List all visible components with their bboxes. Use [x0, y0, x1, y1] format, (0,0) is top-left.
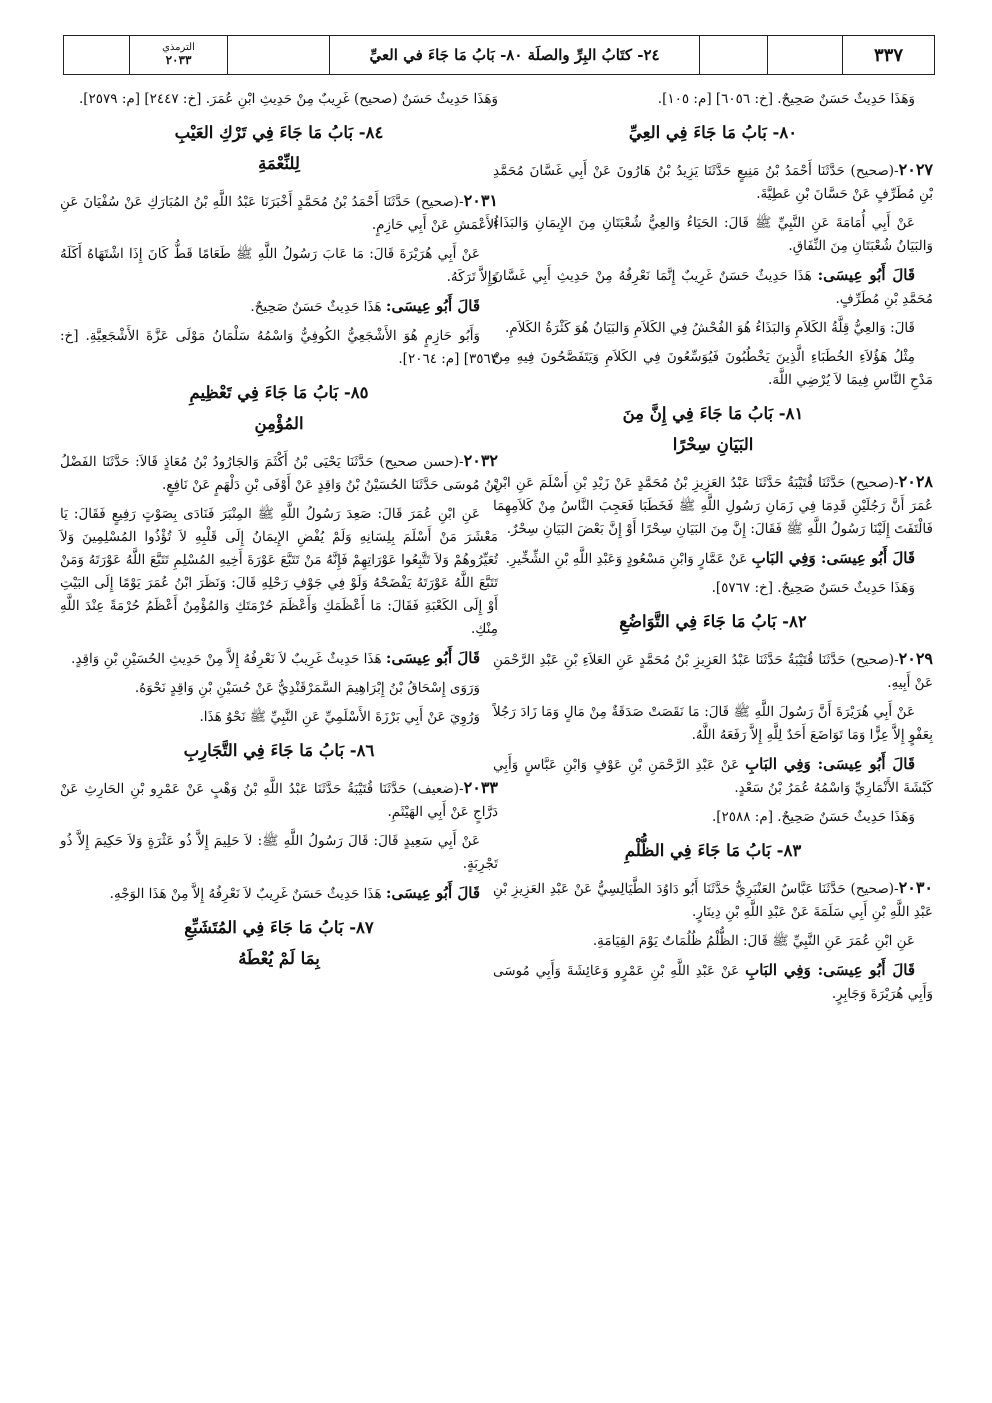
hadith-isnad: -(صحيح) حَدَّثَنَا قُتَيْبَةُ حَدَّثَنَا عَبْدُ العَزِيزِ بْنُ مُحَمَّدٍ عَنِ العَلاَءِ بْنِ عَبْدِ الرَّحْمَنِ عَنْ أَبِيهِ.	[493, 652, 933, 691]
hadith-number: ٢٠٢٩	[898, 649, 933, 668]
hadith-2029	[493, 647, 933, 695]
commentary-paragraph: مِثْلُ هَؤُلاَءِ الخُطَبَاءِ الَّذِينَ يَخْطُبُونَ فَيُوَسِّعُونَ فِي الكَلاَمِ وَيَتَفَصَّحُونَ فِيهِ مِنْ مَدْحِ النَّاسِ فِيمَا لاَ يُرْضِي اللَّهَ.	[493, 349, 933, 388]
hadith-matn: عَنْ أَبِي أُمَامَةَ عَنِ النَّبِيِّ ﷺ قَالَ: الحَيَاءُ وَالعِيُّ شُعْبَتَانِ مِنَ الإِيمَانِ وَالبَذَاءُ وَالبَيَانُ شُعْبَتَانِ مِنَ النِّفَاقِ.	[493, 215, 933, 254]
chapter-title-line-1: ٨٤- بَابُ مَا جَاءَ فِي تَرْكِ العَيْبِ	[174, 123, 384, 142]
author-comment	[493, 547, 933, 571]
chapter-title-line-2: البَيَانِ سِحْرًا	[672, 435, 754, 454]
hadith-number: ٢٠٢٧	[898, 160, 933, 179]
author-comment	[493, 959, 933, 1006]
header-book-label: الترمذي	[162, 42, 195, 54]
grading-line: وَهَذَا حَدِيثٌ حَسَنٌ (صحيح) غَرِيبٌ مِنْ حَدِيثِ ابْنِ عُمَرَ. [خ: ٢٤٤٧] [م: ٢٥٧٩].	[78, 91, 498, 107]
author-comment-text: عَنْ عَمَّارٍ وَابْنِ مَسْعُودٍ وَعَبْدِ اللَّهِ بْنِ الشِّخِّيرِ.	[505, 551, 752, 567]
author-comment	[60, 647, 498, 671]
chapter-title-line-2: لِلنِّعْمَةِ	[258, 154, 300, 173]
author-comment-lead: قَالَ أَبُو عِيسَى:	[385, 649, 480, 667]
hadith-matn: عَنْ أَبِي سَعِيدٍ قَالَ: قَالَ رَسُولُ اللَّهِ ﷺ: لاَ حَلِيمَ إِلاَّ ذُو عَثْرَةٍ وَلاَ حَكِيمَ إِلاَّ ذُو تَجْرِبَةٍ.	[60, 833, 498, 872]
hadith-2027	[493, 158, 933, 206]
chapter-title-line-2: المُؤْمِنِ	[254, 414, 304, 433]
chapter-title: ٨٢- بَابُ مَا جَاءَ فِي التَّوَاضُعِ	[619, 612, 807, 631]
chapter-title: ٨٦- بَابُ مَا جَاءَ فِي التَّجَارِبِ	[183, 741, 375, 760]
left-column	[60, 88, 498, 984]
hadith-number: ٢٠٢٨	[898, 472, 933, 491]
chapter-heading	[60, 735, 498, 766]
commentary-paragraph: وَرُوِيَ عَنْ أَبِي بَرْزَةَ الأَسْلَمِيِّ عَنِ النَّبِيِّ ﷺ نَحْوُ هَذَا.	[199, 709, 480, 725]
chapter-heading	[60, 117, 498, 179]
author-comment-text: هَذَا حَدِيثٌ حَسَنٌ غَرِيبٌ لاَ نَعْرِفُهُ إِلاَّ مِنْ هَذَا الوَجْهِ.	[109, 886, 386, 902]
author-comment-lead: قَالَ أَبُو عِيسَى:	[385, 884, 480, 902]
hadith-number: ٢٠٣٢	[463, 451, 498, 470]
hadith-isnad: -(صحيح) حَدَّثَنَا أَحْمَدُ بْنُ مَنِيعٍ حَدَّثَنَا يَزِيدُ بْنُ هَارُونَ عَنْ أَبِي غَسَّانَ مُحَمَّدِ بْنِ مُطَرِّفٍ عَنْ حَسَّانَ بْنِ عَطِيَّةَ.	[493, 163, 933, 202]
header-empty-cell	[228, 36, 330, 74]
commentary-paragraph: وَرَوَى إِسْحَاقُ بْنُ إِبْرَاهِيمَ السَّمَرْقَنْدِيُّ عَنْ حُسَيْنِ بْنِ وَاقِدٍ نَحْوَهُ.	[134, 680, 480, 696]
hadith-matn: عَنِ ابْنِ عُمَرَ عَنِ النَّبِيِّ ﷺ قَالَ: الظُّلْمُ ظُلُمَاتٌ يَوْمَ القِيَامَةِ.	[592, 933, 915, 949]
grading-line: وَهَذَا حَدِيثٌ حَسَنٌ صَحِيحٌ. [خ: ٦٠٥٦] [م: ١٠٥].	[657, 91, 915, 107]
chapter-heading	[493, 835, 933, 866]
header-title: ٢٤- كتَابُ البِرِّ والصلَة ٨٠- بَابُ مَا جَاءَ في العيِّ	[330, 36, 700, 74]
author-comment-text: عَنْ عَبْدِ اللَّهِ بْنِ عَمْرٍو وَعَائِشَةَ وَأَبِي مُوسَى وَأَبِي هُرَيْرَةَ وَجَابِرٍ.	[493, 963, 933, 1002]
author-comment-lead: قَالَ أَبُو عِيسَى: وَفِي البَابِ	[745, 961, 916, 979]
header-book-number: ٢٠٣٣	[165, 52, 192, 67]
chapter-heading	[493, 398, 933, 460]
hadith-2030	[493, 876, 933, 924]
header-page-number: ٣٣٧	[873, 44, 903, 66]
author-comment	[493, 264, 933, 311]
author-comment-text: هَذَا حَدِيثٌ غَرِيبٌ لاَ نَعْرِفُهُ إِلاَّ مِنْ حَدِيثِ الحُسَيْنِ بْنِ وَاقِدٍ.	[71, 651, 386, 667]
hadith-isnad: -(حسن صحيح) حَدَّثَنَا يَحْيَى بْنُ أَكْثَمَ وَالجَارُودُ بْنُ مُعَاذٍ قَالاَ: حَدَّثَنَا الفَضْلُ بْنُ مُوسَى حَدَّثَنَا الحُسَيْنُ بْنُ وَاقِدٍ عَنْ أَوْفَى بْنِ دَلْهَمٍ عَنْ نَافِعٍ.	[60, 454, 498, 493]
author-comment-text: هَذَا حَدِيثٌ حَسَنٌ غَرِيبٌ إِنَّمَا نَعْرِفُهُ مِنْ حَدِيثِ أَبِي غَسَّانَ مُحَمَّدِ بْنِ مُطَرِّفٍ.	[493, 268, 933, 307]
header-book-ref	[130, 36, 228, 74]
hadith-matn: عَنْ أَبِي هُرَيْرَةَ قَالَ: مَا عَابَ رَسُولُ اللَّهِ ﷺ طَعَامًا قَطُّ كَانَ إِذَا اشْتَهَاهُ أَكَلَهُ وَإِلاَّ تَرَكَهُ.	[60, 246, 498, 285]
commentary-paragraph: قَالَ: وَالعِيُّ قِلَّةُ الكَلاَمِ وَالبَذَاءُ هُوَ الفُحْشُ فِي الكَلاَمِ وَالبَيَانُ هُوَ كَثْرَةُ الكَلاَمِ.	[505, 320, 915, 336]
chapter-heading	[60, 377, 498, 439]
hadith-2031	[60, 189, 498, 237]
chapter-title-line-1: ٨٥- بَابُ مَا جَاءَ فِي تَعْظِيمِ	[189, 383, 369, 402]
hadith-number: ٢٠٣٠	[898, 878, 933, 897]
hadith-2028	[493, 470, 933, 541]
hadith-number: ٢٠٣٣	[463, 778, 498, 797]
header-empty-cell	[768, 36, 843, 74]
hadith-matn: عَنْ أَبِي هُرَيْرَةَ أَنَّ رَسُولَ اللَّهِ ﷺ قَالَ: مَا نَقَصَتْ صَدَقَةٌ مِنْ مَالٍ وَمَا زَادَ رَجُلاً بِعَفْوٍ إِلاَّ عِزًّا وَمَا تَوَاضَعَ أَحَدٌ لِلَّهِ إِلاَّ رَفَعَهُ اللَّهُ.	[493, 704, 933, 743]
chapter-title-line-2: بِمَا لَمْ يُعْطَهُ	[238, 949, 320, 968]
header-empty-cell	[64, 36, 130, 74]
author-comment	[60, 295, 498, 319]
hadith-matn: عَنِ ابْنِ عُمَرَ قَالَ: صَعِدَ رَسُولُ اللَّهِ ﷺ المِنْبَرَ فَنَادَى بِصَوْتٍ رَفِيعٍ فَقَالَ: يَا مَعْشَرَ مَنْ أَسْلَمَ بِلِسَانِهِ وَلَمْ يُفْضِ الإِيمَانُ إِلَى قَلْبِهِ لاَ تُؤْذُوا المُسْلِمِينَ وَلاَ تُعَيِّرُوهُمْ وَلاَ تَتَّبِعُوا عَوْرَاتِهِمْ فَإِنَّهُ مَنْ تَتَبَّعَ عَوْرَةَ أَخِيهِ المُسْلِمِ تَتَبَّعَ اللَّهُ عَوْرَتَهُ وَمَنْ تَتَبَّعَ اللَّهُ عَوْرَتَهُ يَفْضَحْهُ وَلَوْ فِي جَوْفِ رَحْلِهِ قَالَ: وَنَظَرَ ابْنُ عُمَرَ يَوْمًا إِلَى البَيْتِ أَوْ إِلَى الكَعْبَةِ فَقَالَ: مَا أَعْظَمَكِ وَأَعْظَمَ حُرْمَتَكِ وَالمُؤْمِنُ أَعْظَمُ حُرْمَةً عِنْدَ اللَّهِ مِنْكِ.	[60, 506, 498, 637]
author-comment-lead: قَالَ أَبُو عِيسَى: وَفِي البَابِ	[745, 755, 915, 773]
author-comment-text: عَنْ عَبْدِ الرَّحْمَنِ بْنِ عَوْفٍ وَابْنِ عَبَّاسٍ وَأَبِي كَبْشَةَ الأَنْمَارِيِّ وَاسْمُهُ عُمَرُ بْنُ سَعْدٍ.	[493, 757, 933, 796]
header-empty-cell	[700, 36, 768, 74]
chapter-title: ٨٠- بَابُ مَا جَاءَ فِي العِيِّ	[628, 123, 798, 142]
author-comment-text: هَذَا حَدِيثٌ حَسَنٌ صَحِيحٌ.	[250, 299, 386, 315]
author-comment-lead: قَالَ أَبُو عِيسَى: وَفِي البَابِ	[751, 549, 915, 567]
grading-line: وَهَذَا حَدِيثٌ حَسَنٌ صَحِيحٌ. [خ: ٥٧٦٧].	[711, 580, 915, 596]
hadith-2033	[60, 776, 498, 824]
author-comment-lead: قَالَ أَبُو عِيسَى:	[385, 297, 480, 315]
author-comment	[493, 753, 933, 800]
page-header	[63, 35, 935, 75]
grading-line: وَهَذَا حَدِيثٌ حَسَنٌ صَحِيحٌ. [م: ٢٥٨٨].	[711, 809, 915, 825]
hadith-text: -(صحيح) حَدَّثَنَا قُتَيْبَةُ حَدَّثَنَا عَبْدُ العَزِيزِ بْنُ مُحَمَّدٍ عَنْ زَيْدِ بْنِ أَسْلَمَ عَنِ ابْنِ عُمَرَ أَنَّ رَجُلَيْنِ قَدِمَا فِي زَمَانِ رَسُولِ اللَّهِ ﷺ فَخَطَبَا فَعَجِبَ النَّاسُ مِنْ كَلاَمِهِمَا فَالْتَفَتَ إِلَيْنَا رَسُولُ اللَّهِ ﷺ فَقَالَ: إِنَّ مِنَ البَيَانِ سِحْرًا أَوْ إِنَّ بَعْضَ البَيَانِ سِحْرٌ.	[493, 475, 933, 537]
author-comment-lead: قَالَ أَبُو عِيسَى:	[817, 266, 915, 284]
chapter-title-line-1: ٨١- بَابُ مَا جَاءَ فِي إِنَّ مِنَ	[622, 404, 804, 423]
hadith-isnad: -(صحيح) حَدَّثَنَا أَحْمَدُ بْنُ مُحَمَّدٍ أَخْبَرَنَا عَبْدُ اللَّهِ بْنُ المُبَارَكِ عَنْ سُفْيَانَ عَنِ الأَعْمَشِ عَنْ أَبِي حَازِمٍ.	[60, 194, 498, 233]
commentary-paragraph: وَأَبُو حَازِمٍ هُوَ الأَشْجَعِيُّ الكُوفِيُّ وَاسْمُهُ سَلْمَانُ مَوْلَى عَزَّةَ الأَشْجَعِيَّةِ. [خ: ٣٥٦٣] [م: ٢٠٦٤].	[60, 328, 498, 367]
chapter-title-line-1: ٨٧- بَابُ مَا جَاءَ فِي المُتَشَبِّعِ	[184, 918, 374, 937]
hadith-isnad: -(صحيح) حَدَّثَنَا عَبَّاسٌ العَنْبَرِيُّ حَدَّثَنَا أَبُو دَاوُدَ الطَّيَالِسِيُّ عَنْ عَبْدِ العَزِيزِ بْنِ عَبْدِ اللَّهِ بْنِ أَبِي سَلَمَةَ عَنْ عَبْدِ اللَّهِ بْنِ دِينَارٍ.	[493, 881, 933, 920]
chapter-heading	[493, 117, 933, 148]
hadith-number: ٢٠٣١	[463, 191, 498, 210]
chapter-heading	[60, 912, 498, 974]
hadith-isnad: -(ضعيف) حَدَّثَنَا قُتَيْبَةُ حَدَّثَنَا عَبْدُ اللَّهِ بْنُ وَهْبٍ عَنْ عَمْرِو بْنِ الحَارِثِ عَنْ دَرَّاجٍ عَنْ أَبِي الهَيْثَمِ.	[60, 781, 498, 820]
author-comment	[60, 882, 498, 906]
chapter-title: ٨٣- بَابُ مَا جَاءَ فِي الظُّلْمِ	[624, 841, 802, 860]
chapter-heading	[493, 606, 933, 637]
hadith-2032	[60, 449, 498, 497]
right-column	[493, 88, 933, 1012]
